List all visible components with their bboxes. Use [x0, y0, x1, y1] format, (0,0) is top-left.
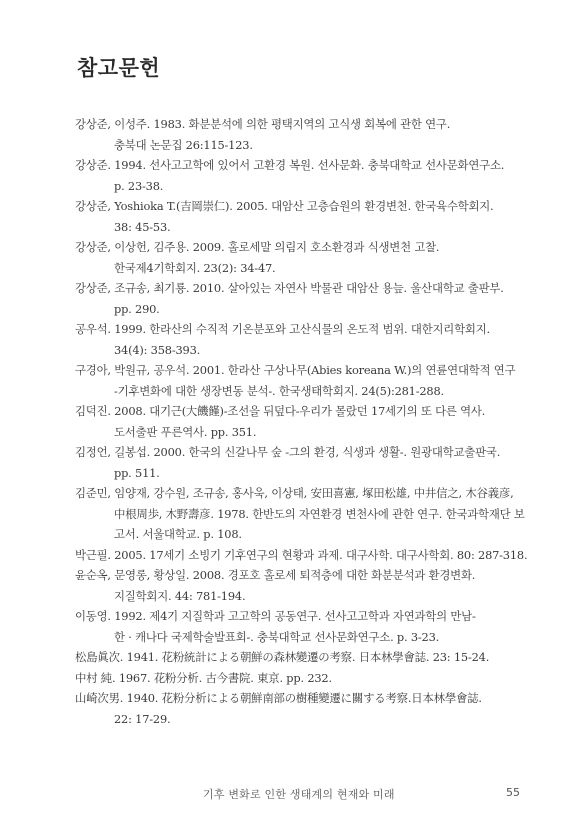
reference-entry	[75, 319, 505, 360]
reference-entry	[75, 155, 505, 196]
reference-entry	[75, 114, 505, 155]
reference-continuation-line: 고서. 서울대학교. p. 108.	[114, 527, 242, 541]
reference-line: 윤순옥, 문영롱, 황상일. 2008. 경포호 홀로세 퇴적층에 대한 화분분석과 환경변화.	[75, 568, 476, 582]
reference-line: 松島眞次. 1941. 花粉統計による朝鮮の森林變遷の考察. 日本林學會誌. 23: 15-24.	[75, 650, 490, 664]
reference-entry	[75, 196, 505, 237]
reference-continuation-line: p. 23-38.	[114, 178, 164, 193]
reference-continuation-line: 中根周歩, 木野壽彦. 1978. 한반도의 자연환경 변천사에 관한 연구. 한국과학재단 보	[114, 506, 525, 521]
page-footer	[0, 786, 573, 802]
reference-entry	[75, 606, 505, 647]
reference-continuation-line: pp. 290.	[114, 301, 160, 316]
reference-entry	[75, 278, 505, 319]
reference-line: 中村 純. 1967. 花粉分析. 古今書院. 東京. pp. 232.	[75, 670, 332, 685]
reference-line: 강상준, Yoshioka T.(吉岡崇仁). 2005. 대암산 고층습원의 환경변천. 한국육수학회지.	[75, 199, 494, 213]
reference-line: 강상준, 이성주. 1983. 화분분석에 의한 평택지역의 고식생 회복에 관한 연구.	[75, 117, 451, 131]
reference-continuation-line: 도서출판 푸른역사. pp. 351.	[114, 424, 257, 439]
reference-line: 공우석. 1999. 한라산의 수직적 기온분포와 고산식물의 온도적 범위. 대한지리학회지.	[75, 322, 490, 336]
reference-entry	[75, 647, 505, 668]
reference-entry	[75, 565, 505, 606]
reference-line: 구경아, 박원규, 공우석. 2001. 한라산 구상나무(Abies koreana W.)의 연륜연대학적 연구	[75, 363, 516, 377]
reference-line: 강상준, 이상헌, 김주용. 2009. 홀로세말 의림지 호소환경과 식생변천 고찰.	[75, 240, 440, 254]
reference-entry	[75, 688, 505, 729]
reference-continuation-line: 지질학회지. 44: 781-194.	[114, 588, 246, 603]
reference-line: 김정언, 길봉섭. 2000. 한국의 신갈나무 숲 -그의 환경, 식생과 생활-. 원광대학교출판국.	[75, 445, 501, 459]
reference-continuation-line: 한국제4기학회지. 23(2): 34-47.	[114, 260, 276, 275]
reference-entry	[75, 668, 505, 689]
reference-continuation-line: -기후변화에 대한 생장변동 분석-. 한국생태학회지. 24(5):281-288.	[114, 383, 444, 398]
footer-text: 기후 변화로 인한 생태계의 현재와 미래	[203, 788, 395, 801]
reference-line: 박근필. 2005. 17세기 소빙기 기후연구의 현황과 과제. 대구사학. 대구사학회. 80: 287-318.	[75, 547, 528, 562]
reference-continuation-line: 38: 45-53.	[114, 219, 171, 234]
page-number: 55	[506, 786, 520, 799]
reference-line: 김준민, 임양재, 강수원, 조규송, 홍사욱, 이상태, 安田喜憲, 塚田松雄, 中井信之, 木谷義彦,	[75, 486, 514, 500]
reference-continuation-line: 충북대 논문집 26:115-123.	[114, 137, 253, 152]
reference-continuation-line: 한 · 캐나다 국제학술발표회-. 충북대학교 선사문화연구소. p. 3-23.	[114, 629, 440, 644]
reference-list	[75, 114, 528, 729]
page-title: 참고문헌	[77, 56, 161, 80]
reference-entry	[75, 545, 528, 566]
reference-line: 山崎次男. 1940. 花粉分析による朝鮮南部の樹種變遷に關する考察.日本林學會誌.	[75, 691, 482, 705]
reference-continuation-line: 34(4): 358-393.	[114, 342, 201, 357]
reference-entry	[75, 483, 525, 545]
reference-line: 김덕진. 2008. 대기근(大饑饉)-조선을 뒤덮다-우리가 몰랐던 17세기의 또 다른 역사.	[75, 404, 486, 418]
reference-continuation-line: pp. 511.	[114, 465, 160, 480]
reference-continuation-line: 22: 17-29.	[114, 711, 171, 726]
reference-entry	[75, 442, 505, 483]
reference-entry	[75, 401, 505, 442]
reference-entry	[75, 360, 516, 401]
reference-line: 강상준, 조규송, 최기룡. 2010. 살아있는 자연사 박물관 대암산 용늪. 울산대학교 출판부.	[75, 281, 504, 295]
reference-line: 강상준. 1994. 선사고고학에 있어서 고환경 복원. 선사문화. 충북대학교 선사문화연구소.	[75, 158, 505, 172]
reference-entry	[75, 237, 505, 278]
reference-line: 이동영. 1992. 제4기 지질학과 고고학의 공동연구. 선사고고학과 자연과학의 만남-	[75, 609, 476, 623]
